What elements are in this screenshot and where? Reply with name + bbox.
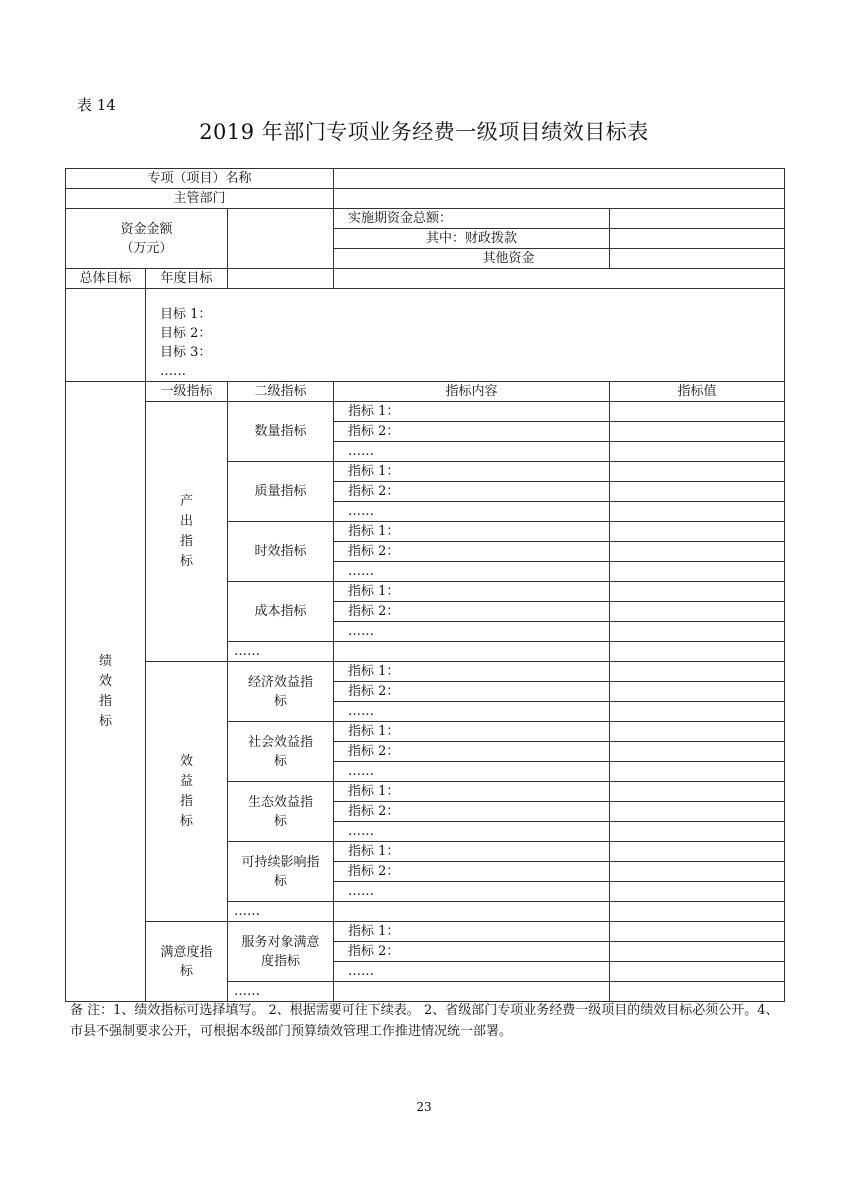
output-label-text: 产出指标 [179, 493, 193, 569]
quantity-label: 数量指标 [228, 402, 334, 462]
goal-3: 目标 3： [160, 345, 212, 360]
indicator-value-field[interactable] [610, 962, 785, 982]
level1-header: 一级指标 [146, 382, 228, 402]
perf-label [66, 382, 146, 1002]
indicator-value-field[interactable] [610, 942, 785, 962]
social-label [228, 722, 334, 782]
indicator-value-field[interactable] [610, 902, 785, 922]
fund-total-field[interactable] [610, 209, 785, 229]
indicator-value-field[interactable] [610, 822, 785, 842]
fund-other-field[interactable] [610, 249, 785, 269]
fund-fiscal-field[interactable] [610, 229, 785, 249]
social-label-text: 社会效益指标 [247, 734, 313, 769]
indicator-value-field[interactable] [610, 482, 785, 502]
indicator-value-field[interactable] [610, 562, 785, 582]
indicator-1: 指标 1： [334, 402, 610, 422]
indicator-value-field[interactable] [610, 722, 785, 742]
indicator-value-field[interactable] [610, 622, 785, 642]
benefit-more: …… [228, 902, 334, 922]
service-label [228, 922, 334, 982]
satisfaction-label-text: 满意度指标 [160, 944, 213, 979]
indicator-value-field[interactable] [610, 782, 785, 802]
service-label-text: 服务对象满意度指标 [241, 934, 320, 969]
sustainable-label [228, 842, 334, 902]
indicator-more: …… [334, 442, 610, 462]
cost-label: 成本指标 [228, 582, 334, 642]
indicator-more: …… [334, 502, 610, 522]
row-goal-header [66, 269, 785, 289]
indicator-2: 指标 2： [334, 942, 610, 962]
indicator-1: 指标 1： [334, 782, 610, 802]
indicator-value-field[interactable] [610, 422, 785, 442]
annual-goal-label: 年度目标 [146, 269, 228, 289]
performance-goal-table [65, 168, 785, 1002]
benefit-label-text: 效益指标 [179, 753, 193, 829]
annual-goal-field[interactable] [146, 289, 785, 382]
indicator-value-field[interactable] [610, 762, 785, 782]
indicator-more: …… [334, 822, 610, 842]
indicator-2: 指标 2： [334, 482, 610, 502]
indicator-2: 指标 2： [334, 802, 610, 822]
indicator-more: …… [334, 762, 610, 782]
table-row [66, 922, 785, 942]
indicator-1: 指标 1： [334, 582, 610, 602]
indicator-value-field[interactable] [610, 802, 785, 822]
project-name-label: 专项（项目）名称 [66, 169, 334, 189]
indicator-content-field[interactable] [334, 902, 610, 922]
timeliness-label: 时效指标 [228, 522, 334, 582]
indicator-1: 指标 1： [334, 662, 610, 682]
indicator-value-field[interactable] [610, 842, 785, 862]
indicator-1: 指标 1： [334, 462, 610, 482]
indicator-1: 指标 1： [334, 522, 610, 542]
indicator-value-field[interactable] [610, 602, 785, 622]
indicator-value-field[interactable] [610, 442, 785, 462]
dept-field[interactable] [334, 189, 785, 209]
economic-label [228, 662, 334, 722]
indicator-more: …… [334, 962, 610, 982]
row-dept [66, 189, 785, 209]
table-row [66, 402, 785, 422]
level2-header: 二级指标 [228, 382, 334, 402]
fund-label-line2: （万元） [120, 240, 173, 256]
indicator-content-field[interactable] [334, 642, 610, 662]
document-title: 2019 年部门专项业务经费一级项目绩效目标表 [199, 120, 649, 144]
fund-label [66, 209, 228, 269]
ecological-label [228, 782, 334, 842]
ecological-label-text: 生态效益指标 [247, 794, 313, 829]
indicator-1: 指标 1： [334, 922, 610, 942]
goal-1: 目标 1： [160, 307, 212, 322]
perf-label-text: 绩效指标 [98, 653, 112, 729]
goal-header-field[interactable] [334, 269, 785, 289]
indicator-more: …… [334, 702, 610, 722]
indicator-value-field[interactable] [610, 882, 785, 902]
economic-label-text: 经济效益指标 [247, 674, 313, 709]
fund-other-label: 其他资金 [334, 249, 610, 269]
indicator-value-field[interactable] [610, 682, 785, 702]
overall-goal-label: 总体目标 [66, 269, 146, 289]
fund-fiscal-label: 其中：财政拨款 [334, 229, 610, 249]
table-label: 表 14 [77, 96, 116, 114]
row-project-name [66, 169, 785, 189]
indicator-content-field[interactable] [334, 982, 610, 1002]
project-name-field[interactable] [334, 169, 785, 189]
indicator-2: 指标 2： [334, 602, 610, 622]
benefit-label [146, 662, 228, 922]
indicator-2: 指标 2： [334, 742, 610, 762]
indicator-2: 指标 2： [334, 542, 610, 562]
satisfaction-more: …… [228, 982, 334, 1002]
content-header: 指标内容 [334, 382, 610, 402]
indicator-more: …… [334, 622, 610, 642]
indicator-value-field[interactable] [610, 402, 785, 422]
row-goals [66, 289, 785, 382]
quality-label: 质量指标 [228, 462, 334, 522]
table-row [66, 662, 785, 682]
indicator-value-field[interactable] [610, 542, 785, 562]
indicator-value-field[interactable] [610, 582, 785, 602]
goal-header-blank [228, 269, 334, 289]
indicator-1: 指标 1： [334, 722, 610, 742]
indicator-value-field[interactable] [610, 662, 785, 682]
fund-amount-field[interactable] [228, 209, 334, 269]
fund-total-label: 实施期资金总额： [334, 209, 610, 229]
satisfaction-label [146, 922, 228, 1002]
goal-more: …… [160, 364, 186, 379]
output-more: …… [228, 642, 334, 662]
row-fund-total [66, 209, 785, 229]
overall-goal-field[interactable] [66, 289, 146, 382]
indicator-1: 指标 1： [334, 842, 610, 862]
row-perf-header [66, 382, 785, 402]
indicator-value-field[interactable] [610, 702, 785, 722]
indicator-value-field[interactable] [610, 462, 785, 482]
page-number: 23 [416, 1100, 432, 1114]
output-label [146, 402, 228, 662]
fund-label-line1: 资金金额 [120, 221, 173, 237]
indicator-value-field[interactable] [610, 502, 785, 522]
indicator-value-field[interactable] [610, 862, 785, 882]
indicator-value-field[interactable] [610, 922, 785, 942]
goal-2: 目标 2： [160, 326, 212, 341]
indicator-value-field[interactable] [610, 642, 785, 662]
indicator-value-field[interactable] [610, 982, 785, 1002]
remarks: 备 注：1、绩效指标可选择填写。 2、根据需要可往下续表。 2、省级部门专项业务经费一级项目的绩效目标必须公开。4、市县不强制要求公开，可根据本级部门预算绩效管理工作推进情况统一部署。 [70, 1003, 779, 1039]
dept-label: 主管部门 [66, 189, 334, 209]
indicator-2: 指标 2： [334, 862, 610, 882]
sustainable-label-text: 可持续影响指标 [241, 854, 320, 889]
indicator-more: …… [334, 882, 610, 902]
value-header: 指标值 [610, 382, 785, 402]
indicator-2: 指标 2： [334, 682, 610, 702]
indicator-value-field[interactable] [610, 522, 785, 542]
indicator-more: …… [334, 562, 610, 582]
indicator-value-field[interactable] [610, 742, 785, 762]
indicator-2: 指标 2： [334, 422, 610, 442]
